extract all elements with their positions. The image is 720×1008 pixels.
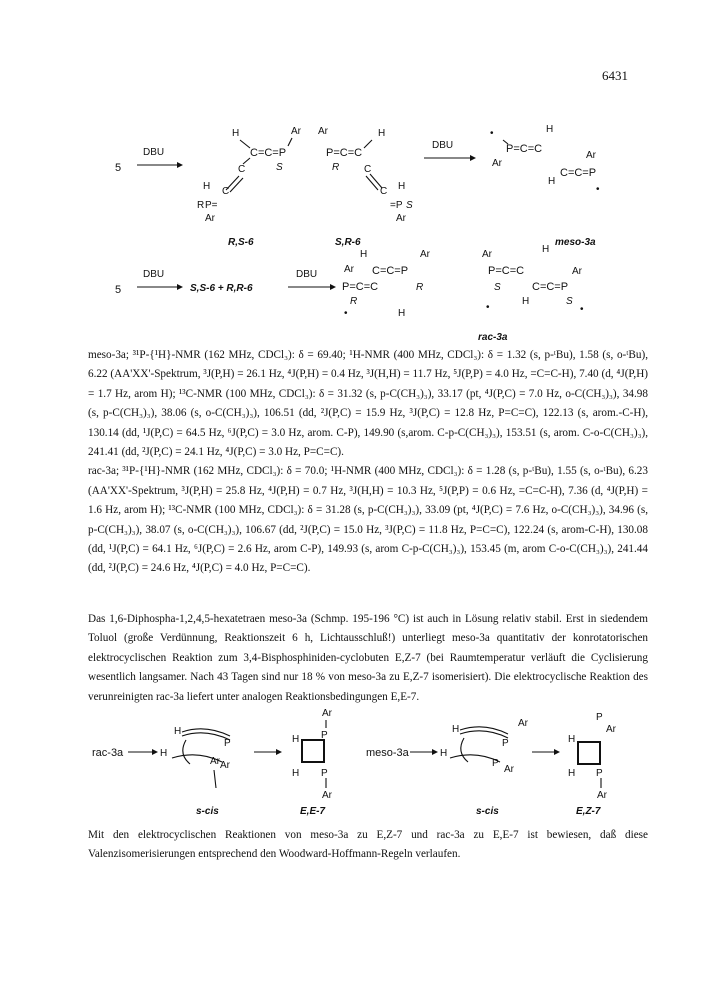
svg-text:H: H [440, 748, 448, 759]
svg-text:Ar: Ar [210, 756, 220, 767]
svg-text:Ar: Ar [504, 764, 514, 775]
svg-text:C=C=P: C=C=P [250, 147, 287, 159]
scheme1-reagent-dbu-3: DBU [143, 269, 165, 280]
svg-text:P: P [596, 768, 603, 779]
svg-text:Ar: Ar [420, 249, 430, 260]
svg-text:H: H [398, 308, 406, 319]
nmr-meso: meso-3a; ³¹P-{¹H}-NMR (162 MHz, CDCl₃): δ = 69.40; ¹H-NMR (400 MHz, CDCl₃): δ = 1.32 (s, p-ᵗBu), 1.58 (s, o-ᵗBu), 6.22 (AA'XX'-Spektrum, ³J(P,H) = 26.1 Hz, ⁴J(P,H) = 0.4 Hz, ³J(H,H) = 11.7 Hz, ⁵J(P,P) = 4.0 Hz, =C=C-H), 7.40 (d, ⁴J(P,H) = 1.7 Hz, arom H); ¹³C-NMR (100 MHz, CDCl₃): δ = 31.32 (s, p-C(CH₃)₃), 33.17 (pt, ⁴J(P,C) = 7.0 Hz, o-C(CH₃)₃), 34.98 (s, p-C(CH₃)₃), 38.06 (s, o-C(CH₃)₃), 106.51 (dd, ²J(P,C) = 15.9 Hz, ³J(P,C) = 12.8 Hz, P=C=C), 122.13 (s, arom.-C-H), 130.14 (dd, ¹J(P,C) = 64.5 Hz, ⁶J(P,C) = 3.0 Hz, arom. C-P), 149.90 (s,arom. C-p-C(CH₃)₃), 153.51 (s, arom. C-o-C(CH₃)₃), 241.41 (dd, ²J(P,C) = 24.1 Hz, ⁴J(P,C) = 3.0 Hz, P=C=C). [88, 349, 648, 459]
scheme1-start-5: 5 [115, 162, 122, 174]
s-cis-left [160, 726, 231, 788]
svg-text:•: • [344, 308, 348, 319]
svg-text:P=C=C: P=C=C [326, 147, 363, 159]
svg-text:Ar: Ar [572, 266, 582, 277]
svg-text:Ar: Ar [318, 126, 328, 137]
svg-text:Ar: Ar [322, 708, 332, 719]
cyclobutene-ee7 [292, 708, 333, 801]
reaction-scheme-electrocyclic [0, 706, 720, 826]
svg-text:R: R [332, 162, 340, 173]
body-paragraph [88, 610, 648, 707]
svg-text:H: H [292, 768, 300, 779]
svg-text:Ar: Ar [597, 790, 607, 801]
svg-text:H: H [522, 296, 530, 307]
svg-text:=P: =P [390, 200, 403, 211]
label-meso-3a: meso-3a [555, 237, 596, 248]
svg-text:C: C [380, 186, 388, 197]
svg-text:H: H [568, 734, 576, 745]
svg-text:H: H [542, 244, 550, 255]
svg-text:P: P [224, 738, 231, 749]
svg-text:H: H [546, 124, 554, 135]
svg-text:P: P [502, 738, 509, 749]
svg-text:C=C=P: C=C=P [560, 167, 597, 179]
label-s-cis-left: s-cis [196, 806, 219, 817]
svg-text:H: H [568, 768, 576, 779]
svg-text:H: H [174, 726, 182, 737]
reaction-scheme-dbu [0, 110, 720, 350]
label-ss-rr-6: S,S-6 + R,R-6 [190, 283, 253, 294]
svg-text:H: H [360, 249, 368, 260]
svg-text:H: H [232, 128, 240, 139]
svg-text:Ar: Ar [322, 790, 332, 801]
scheme2-meso-3a: meso-3a [366, 747, 409, 759]
svg-text:Ar: Ar [492, 158, 502, 169]
svg-text:Ar: Ar [482, 249, 492, 260]
svg-text:P: P [596, 712, 603, 723]
svg-text:Ar: Ar [205, 213, 215, 224]
svg-text:R: R [416, 282, 424, 293]
svg-text:C: C [222, 186, 230, 197]
svg-text:Ar: Ar [344, 264, 354, 275]
molecule-rac-3a [342, 244, 584, 319]
svg-text:P: P [321, 730, 328, 741]
svg-text:H: H [398, 181, 406, 192]
svg-text:Ar: Ar [518, 718, 528, 729]
svg-text:Ar: Ar [220, 760, 230, 771]
svg-text:S: S [566, 296, 573, 307]
svg-text:Ar: Ar [606, 724, 616, 735]
svg-text:Ar: Ar [291, 126, 301, 137]
scheme1-reagent-dbu-2: DBU [432, 140, 454, 151]
label-rac-3a: rac-3a [478, 332, 508, 343]
molecule-meso-3a [490, 124, 600, 195]
scheme2-rac-3a: rac-3a [92, 747, 124, 759]
nmr-data [88, 346, 648, 579]
svg-text:R: R [197, 200, 205, 211]
svg-text:Ar: Ar [586, 150, 596, 161]
label-ez7: E,Z-7 [576, 806, 601, 817]
svg-text:S: S [406, 200, 413, 211]
scheme1-reagent-dbu-4: DBU [296, 269, 318, 280]
scheme1-reagent-dbu-1: DBU [143, 147, 165, 158]
svg-text:P=C=C: P=C=C [506, 143, 543, 155]
svg-text:•: • [580, 304, 584, 315]
svg-text:C: C [238, 164, 246, 175]
svg-text:Ar: Ar [396, 213, 406, 224]
svg-text:H: H [548, 176, 556, 187]
svg-text:H: H [203, 181, 211, 192]
svg-text:•: • [490, 128, 494, 139]
page-number: 6431 [602, 68, 628, 83]
label-ee7: E,E-7 [300, 806, 326, 817]
cyclobutene-ez7 [568, 712, 617, 801]
closing-paragraph [88, 826, 648, 865]
svg-text:P=: P= [205, 200, 218, 211]
scheme1-start-5b: 5 [115, 284, 122, 296]
svg-text:H: H [378, 128, 386, 139]
s-cis-right [440, 718, 529, 775]
svg-text:H: H [292, 734, 300, 745]
closing-text: Mit den elektrocyclischen Reaktionen von meso-3a zu E,Z-7 und rac-3a zu E,E-7 ist bewiesen, daß diese Valenzisomerisierungen entsprechend den Woodward-Hoffmann-Regeln verlaufen. [88, 829, 648, 861]
svg-text:•: • [486, 302, 490, 313]
svg-text:S: S [494, 282, 501, 293]
svg-text:P=C=C: P=C=C [342, 281, 379, 293]
svg-text:•: • [596, 184, 600, 195]
nmr-rac: rac-3a; ³¹P-{¹H}-NMR (162 MHz, CDCl₃): δ = 70.0; ¹H-NMR (400 MHz, CDCl₃): δ = 1.28 (s, p-ᵗBu), 1.55 (s, o-ᵗBu), 6.23 (AA'XX'-Spektrum, ³J(P,H) = 25.8 Hz, ⁴J(P,H) = 0.7 Hz, ³J(H,H) = 10.3 Hz, ⁵J(P,P) = 0.6 Hz, =C=C-H), 7.36 (d, ⁴J(P,H) = 1.6 Hz, arom H); ¹³C-NMR (100 MHz, CDCl₃): δ = 31.28 (s, p-C(CH₃)₃), 33.09 (pt, ⁴J(P,C) = 7.6 Hz, o-C(CH₃)₃), 34.96 (s, p-C(CH₃)₃), 38.07 (s, o-C(CH₃)₃), 106.67 (dd, ²J(P,C) = 15.0 Hz, ³J(P,C) = 11.8 Hz, P=C=C), 122.24 (s, arom-C-H), 130.08 (dd, ¹J(P,C) = 64.1 Hz, ⁶J(P,C) = 2.6 Hz, arom C-P), 149.93 (s, arom C-p-C(CH₃)₃), 153.45 (m, arom C-o-C(CH₃)₃), 241.44 (dd, ²J(P,C) = 24.6 Hz, ⁴J(P,C) = 4.0 Hz, P=C=C). [88, 465, 648, 575]
svg-text:H: H [452, 724, 460, 735]
molecule-rs-6 [197, 126, 302, 224]
molecule-sr-6 [318, 126, 413, 224]
svg-text:P=C=C: P=C=C [488, 265, 525, 277]
svg-text:P: P [492, 758, 499, 769]
svg-text:R: R [350, 296, 358, 307]
svg-text:P: P [321, 768, 328, 779]
svg-text:C=C=P: C=C=P [372, 265, 409, 277]
body-text: Das 1,6-Diphospha-1,2,4,5-hexatetraen meso-3a (Schmp. 195-196 °C) ist auch in Lösung relativ stabil. Erst in siedendem Toluol (große Verdünnung, Reaktionszeit 6 h, Lichtausschluß!) unterliegt meso-3a quantitativ der konrotatorischen elektrocyclischen Reaktion zum 3,4-Bisphosphiniden-cyclobuten E,Z-7 (bei Raumtemperatur verläuft die Cyclisierung wesentlich langsamer. Nach 43 Tagen sind nur 18 % von meso-3a zu E,Z-7 isomerisiert). Die elektrocyclische Reaktion des verunreinigten rac-3a liefert unter analogen Reaktionsbedingungen E,E-7. [88, 613, 648, 703]
svg-text:C=C=P: C=C=P [532, 281, 569, 293]
svg-text:C: C [364, 164, 372, 175]
svg-text:S: S [276, 162, 283, 173]
label-s-cis-right: s-cis [476, 806, 499, 817]
label-rs-6: R,S-6 [228, 237, 254, 248]
svg-text:H: H [160, 748, 168, 759]
label-sr-6: S,R-6 [335, 237, 361, 248]
